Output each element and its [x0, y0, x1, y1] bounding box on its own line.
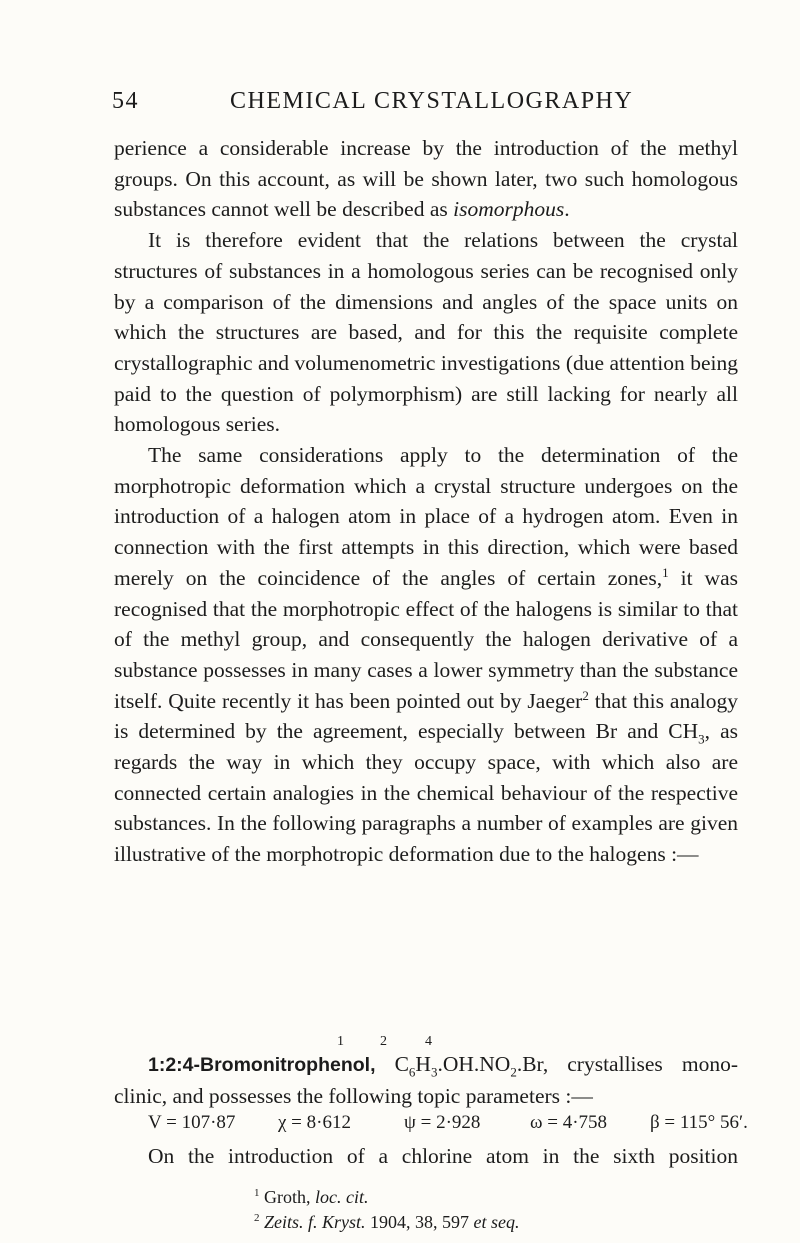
footnote-1 [254, 1185, 714, 1210]
paragraph-3 [114, 440, 738, 870]
isomorphous-term: isomorphous [453, 197, 565, 222]
formula-h-sub: 3 [430, 1064, 438, 1080]
formula-paragraph [114, 1049, 738, 1111]
param-psi: ψ = 2·928 [404, 1112, 481, 1133]
position-4: 4 [425, 1034, 432, 1049]
footnote-ref-1: 1 [662, 564, 669, 580]
param-omega: ω = 4·758 [530, 1112, 608, 1133]
ch3-subscript: 3 [698, 731, 705, 747]
paragraph-3-part-c: that this analogy is determined by the agreement, especially between Br and CH [114, 688, 738, 744]
footnote-2-mark: 2 [254, 1212, 260, 1224]
footnote-2-et-seq: et seq. [473, 1212, 520, 1232]
paragraph-3-part-d: , as regards the way in which they occupy space, with which also are connected certain analogies in the chemical behaviour of the respective substances. In the following paragraphs a number of examples are given illustrative of the morphotropic deformation due to the halogens :— [114, 719, 738, 867]
formula-h: H [415, 1052, 431, 1076]
param-v: V = 107·87 [148, 1112, 236, 1133]
footnotes [254, 1185, 714, 1235]
body-text [114, 133, 738, 870]
footnote-1-author: Groth, [264, 1187, 315, 1207]
formula-rest: .Br, crystallises mono-clinic, and possesses the following topic parameters :— [114, 1052, 739, 1108]
footnote-ref-2: 2 [582, 687, 589, 703]
running-head-title: CHEMICAL CRYSTALLOGRAPHY [230, 88, 634, 114]
formula-mid: .OH.NO [437, 1052, 511, 1076]
footnote-2 [254, 1210, 714, 1235]
footnote-1-mark: 1 [254, 1187, 260, 1199]
param-chi: χ = 8·612 [278, 1112, 351, 1133]
position-2: 2 [380, 1034, 387, 1049]
footnote-2-journal: Zeits. f. Kryst. [264, 1212, 366, 1232]
topic-parameters [148, 1112, 748, 1140]
compound-name: 1:2:4-Bromonitrophenol, [148, 1054, 376, 1076]
formula-c-sub: 6 [408, 1064, 416, 1080]
param-beta: β = 115° 56′. [650, 1112, 748, 1133]
footnote-2-ref: 1904, 38, 597 [365, 1212, 474, 1232]
paragraph-3-part-b: it was recognised that the morphotropic effect of the halogens is similar to that of the methyl group, and consequently the halogen derivative of a substance possesses in many cases a lower symmetry than the substance itself. Quite recently it has been pointed out by Jaeger [114, 565, 738, 713]
running-header [112, 88, 692, 122]
paragraph-1-text: perience a considerable increase by the introduction of the methyl groups. On this account, as will be shown later, two such homologous substances cannot well be described as [114, 136, 738, 222]
paragraph-3-part-a: The same considerations apply to the determination of the morphotropic deformation which a crystal structure undergoes on the introduction of a halogen atom in place of a hydrogen atom. Even in connection with the first attempts in this direction, which were based merely on the coincidence of the angles of certain zones, [114, 443, 738, 590]
formula-no2-sub: 2 [510, 1064, 517, 1080]
paragraph-2: It is therefore evident that the relations between the crystal structures of substances in a homologous series can be recognised only by a comparison of the dimensions and angles of the space units on which the structures are based, and for this the requisite complete crystallographic and volumenometric investigations (due attention being paid to the question of polymorphism) are still lacking for nearly all homologous series. [114, 228, 738, 437]
formula-c: C [394, 1052, 409, 1076]
paragraph-1 [114, 133, 738, 225]
page-number: 54 [112, 88, 139, 114]
continuation-line: On the introduction of a chlorine atom in the sixth position [148, 1144, 738, 1168]
footnote-1-cite: loc. cit. [315, 1187, 369, 1207]
position-1: 1 [337, 1034, 344, 1049]
paragraph-1-end: . [564, 197, 570, 222]
